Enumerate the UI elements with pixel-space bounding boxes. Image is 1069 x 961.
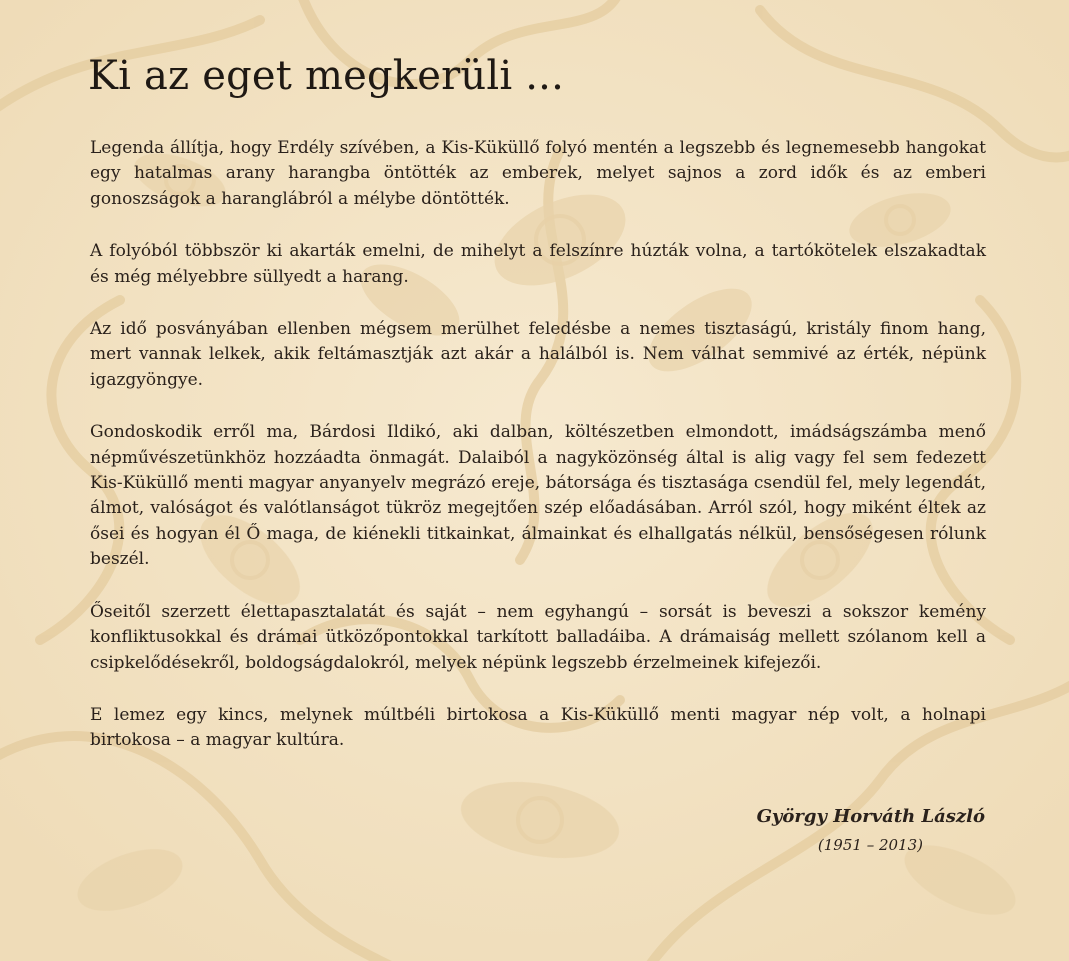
paragraph: E lemez egy kincs, melynek múltbéli birtokosa a Kis-Küküllő menti magyar nép volt, a holnapi birtokosa – a magyar kultúra.	[90, 704, 986, 751]
body-text	[90, 136, 986, 781]
signature-block	[757, 804, 985, 856]
paragraph: Gondoskodik erről ma, Bárdosi Ildikó, aki dalban, költészetben elmondott, imádságszámba menő népművészetünkhöz hozzáadta önmagát. Dalaiból a nagyközönség által is alig vagy fel sem fedezett Kis-Küküllő menti magyar anyanyelv megrázó ereje, bátorsága és tisztasága csendül fel, mely legendát, álmot, valóságot és valótlanságot tükröz megejtően szép előadásában. Arról szól, hogy miként éltek az ősei és hogyan él Ő maga, de kiénekli titkainkat, álmainkat és elhallgatás nélkül, bensőségesen rólunk beszél.	[90, 422, 986, 570]
author-lifespan: (1951 – 2013)	[817, 836, 923, 854]
paragraph: Legenda állítja, hogy Erdély szívében, a Kis-Küküllő folyó mentén a legszebb és legnemesebb hangokat egy hatalmas arany harangba öntötték az emberek, melyet sajnos a zord idők és az emberi gonoszságok a haranglábról a mélybe döntötték.	[90, 138, 986, 209]
paragraph: A folyóból többször ki akarták emelni, de mihelyt a felszínre húzták volna, a tartókötelek elszakadtak és még mélyebbre süllyedt a harang.	[90, 241, 986, 287]
paragraph: Őseitől szerzett élettapasztalatát és saját – nem egyhangú – sorsát is beveszi a sokszor kemény konfliktusokkal és drámai ütközőpontokkal tarkított balladáiba. A drámaiság mellett szólanom kell a csipkelődésekről, boldogságdalokról, melyek népünk legszebb érzelmeinek kifejezői.	[90, 601, 986, 673]
document-title: Ki az eget megkerüli ...	[88, 53, 565, 99]
author-name: György Horváth László	[756, 806, 985, 827]
paragraph: Az idő posványában ellenben mégsem merülhet feledésbe a nemes tisztaságú, kristály finom hang, mert vannak lelkek, akik feltámasztják azt akár a halálból is. Nem válhat semmivé az érték, népünk igazgyöngye.	[90, 319, 986, 390]
